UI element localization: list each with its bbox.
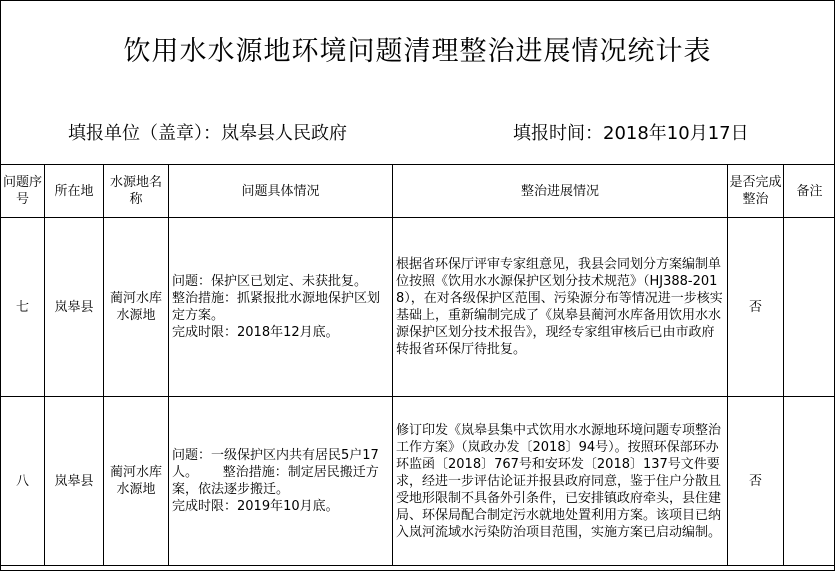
reporting-time: 填报时间：2018年10月17日 [513, 123, 749, 144]
reporting-unit: 填报单位（盖章）：岚皋县人民政府 [68, 123, 347, 144]
row-seq: 八 [1, 397, 45, 566]
row-progress: 根据省环保厅评审专家组意见，我县会同划分方案编制单位按照《饮用水水源保护区划分技术规范》（HJ388-2018），在对各级保护区范围、污染源分布等情况进一步核实基础上，重新编制完成了《岚皋县蔺河水库备用饮用水水源保护区划分技术报告》，现经专家组审核后已由市政府转报省环保厅待批复。 [393, 218, 728, 397]
header-source: 水源地名称 [104, 165, 169, 218]
progress-table [0, 164, 835, 566]
row-problem: 问题：保护区已划定、未获批复。 整治措施：抓紧报批水源地保护区划定方案。 完成时限：2018年12月底。 [169, 218, 393, 397]
row-seq: 七 [1, 218, 45, 397]
row-problem: 问题：一级保护区内共有居民5户17人。 整治措施：制定居民搬迁方案，依法逐步搬迁。 完成时限：2019年10月底。 [169, 397, 393, 566]
header-remark: 备注 [784, 165, 835, 218]
row-location: 岚皋县 [45, 397, 104, 566]
header-seq: 问题序号 [1, 165, 45, 218]
row-remark [784, 397, 835, 566]
row-completed: 否 [728, 218, 784, 397]
row-source: 蔺河水库水源地 [104, 218, 169, 397]
table-row [1, 397, 835, 566]
row-location: 岚皋县 [45, 218, 104, 397]
row-remark [784, 218, 835, 397]
table-row [1, 218, 835, 397]
header-completed: 是否完成整治 [728, 165, 784, 218]
row-source: 蔺河水库水源地 [104, 397, 169, 566]
row-completed: 否 [728, 397, 784, 566]
row-progress: 修订印发《岚皋县集中式饮用水水源地环境问题专项整治工作方案》（岚政办发〔2018〕94号）。按照环保部环办环监函〔2018〕767号和安环发〔2018〕137号文件要求，经进一步评估论证并报县政府同意，鉴于住户分散且受地形限制不具备外引条件，已安排镇政府牵头，县住建局、环保局配合制定污水就地处置利用方案。该项目已纳入岚河流域水污染防治项目范围，实施方案已启动编制。 [393, 397, 728, 566]
header-location: 所在地 [45, 165, 104, 218]
header-progress: 整治进展情况 [393, 165, 728, 218]
header-problem: 问题具体情况 [169, 165, 393, 218]
page-title: 饮用水水源地环境问题清理整治进展情况统计表 [123, 36, 712, 67]
table-header-row [1, 165, 835, 218]
